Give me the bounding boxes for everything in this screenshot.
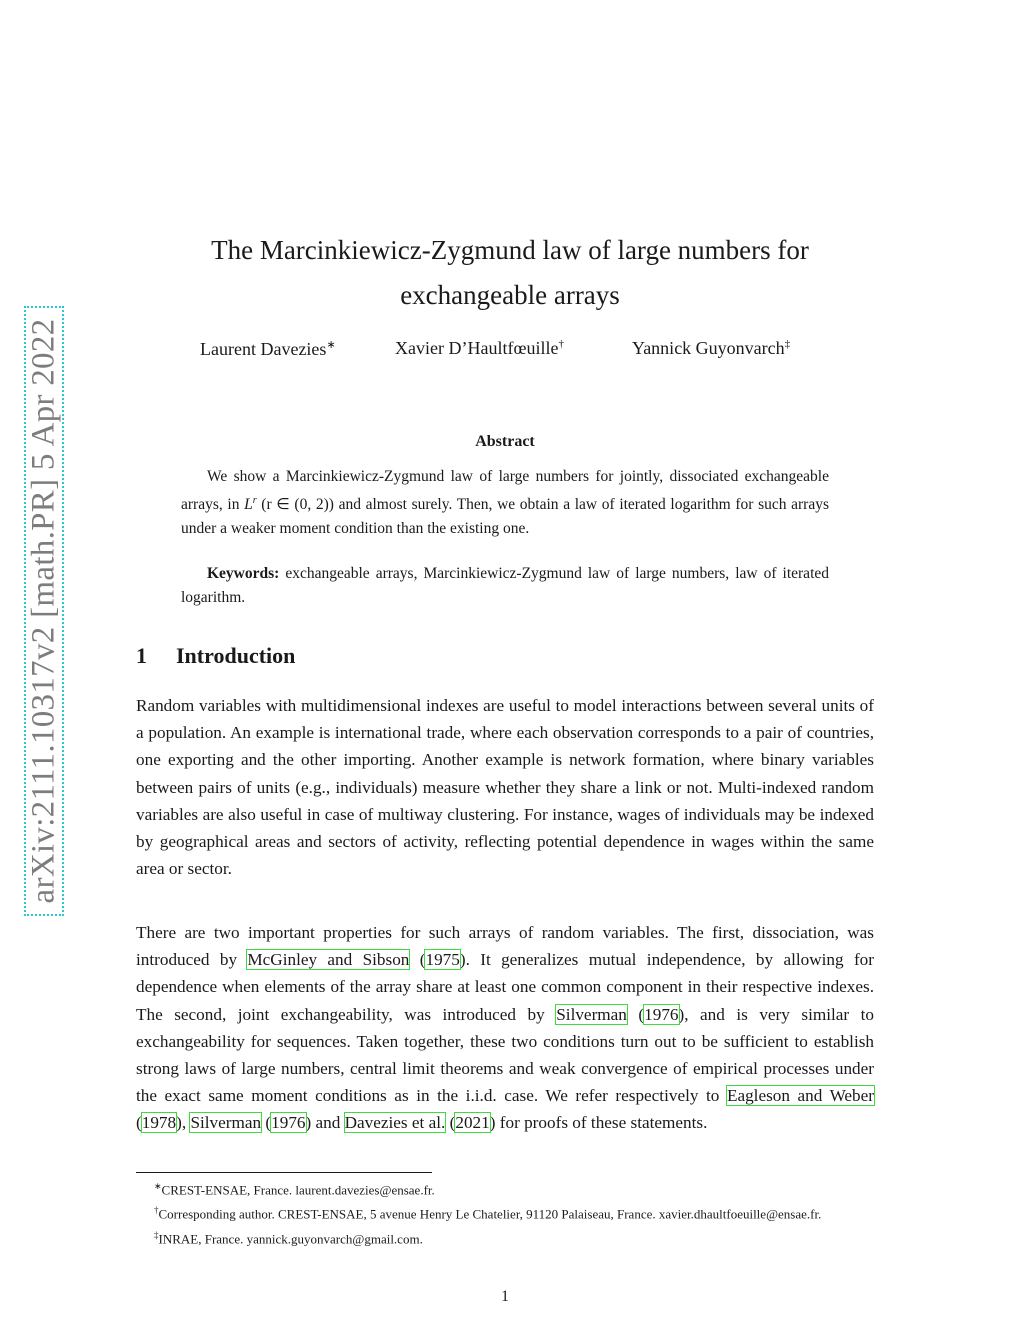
footnote-text: CREST-ENSAE, France. laurent.davezies@ensae.fr.	[161, 1182, 435, 1198]
footnote-1	[136, 1176, 874, 1200]
footnote-mark: ∗	[154, 1181, 162, 1191]
lr-base: L	[244, 496, 253, 514]
title-line-2: exchangeable arrays	[400, 280, 620, 310]
text-run: ). It generalizes mutual independence, by allowing for dependence when elements of the array share at least one common component in their respective indexes. The second, joint exchangeability, was introduced by	[136, 950, 874, 1024]
footnote-2	[136, 1200, 874, 1224]
text-run: ), and is very similar to exchangeability for sequences. Taken together, these two conditions turn out to be sufficient to establish strong laws of large numbers, central limit theorems and weak convergence of empirical processes under the exact same moment conditions as in the i.i.d. case. We refer respectively to	[136, 1004, 874, 1106]
footnote-rule	[136, 1172, 432, 1173]
lr-exponent: r	[252, 495, 257, 506]
citation-link[interactable]: Silverman	[556, 1004, 627, 1024]
citation-year-link[interactable]: 1978	[141, 1113, 177, 1133]
author-name: Laurent Davezies	[200, 339, 327, 359]
text-run: (	[261, 1113, 272, 1133]
section-title: Introduction	[176, 643, 296, 668]
text-run: ) and	[305, 1113, 345, 1133]
title-line-1: The Marcinkiewicz-Zygmund law of large numbers for	[211, 235, 809, 265]
author-1	[200, 338, 336, 360]
abstract-text	[181, 465, 829, 541]
paragraph-1: Random variables with multidimensional indexes are useful to model interactions between several units of a population. An example is international trade, where each observation corresponds to a pair of countries, one exporting and the other importing. Another example is network formation, where binary variables between pairs of units (e.g., individuals) measure whether they share a link or not. Multi-indexed random variables are also useful in case of multiway clustering. For instance, wages of individuals may be indexed by geographical areas and sectors of activity, reflecting potential dependence in wages within the same area or sector.	[136, 696, 874, 879]
text-run: (	[136, 1113, 142, 1133]
citation-link[interactable]: Silverman	[190, 1113, 262, 1133]
citation-year-link[interactable]: 1975	[425, 950, 460, 970]
lr-space	[244, 496, 257, 513]
author-3	[632, 338, 790, 359]
citation-year-link[interactable]: 1976	[644, 1004, 679, 1024]
abstract-part: (r ∈ (0, 2)) and almost surely. Then, we obtain a law of iterated logarithm for such arrays under a weaker moment condition than the existing one.	[181, 496, 829, 538]
text-run: (	[445, 1113, 456, 1133]
author-list	[0, 338, 1024, 368]
citation-link[interactable]: Eagleson and Weber	[726, 1086, 875, 1106]
citation-link[interactable]: Davezies et al.	[344, 1113, 446, 1133]
author-name: Yannick Guyonvarch	[632, 338, 785, 358]
abstract-part: We show a Marcinkiewicz-Zygmund law of large numbers for jointly, dissociated exchangeable arrays, in	[181, 468, 829, 514]
citation-year-link[interactable]: 1976	[271, 1113, 306, 1133]
citation-year-link[interactable]: 2021	[455, 1113, 490, 1133]
section-number: 1	[136, 643, 147, 668]
section-heading	[136, 643, 295, 669]
footnote-text: INRAE, France. yannick.guyonvarch@gmail.com.	[158, 1230, 423, 1246]
text-run: ) for proofs of these statements.	[489, 1113, 708, 1133]
footnote-mark: †	[154, 1205, 159, 1216]
text-run: (	[409, 950, 426, 970]
paper-title	[160, 228, 860, 318]
paragraph-2	[136, 919, 874, 1137]
footnote-text: Corresponding author. CREST-ENSAE, 5 avenue Henry Le Chatelier, 91120 Palaiseau, France. xavier.dhaultfoeuille@ensae.fr.	[158, 1206, 822, 1222]
author-2	[395, 338, 564, 359]
text-run: (	[626, 1004, 645, 1024]
arxiv-stamp	[24, 306, 64, 916]
author-mark: ‡	[784, 338, 791, 350]
text-run: ),	[176, 1113, 191, 1133]
abstract-heading: Abstract	[475, 433, 535, 450]
citation-link[interactable]: McGinley and Sibson	[247, 950, 410, 970]
author-mark: †	[558, 338, 564, 350]
arxiv-identifier: arXiv:2111.10317v2 [math.PR] 5 Apr 2022	[25, 318, 62, 904]
author-name: Xavier D’Haultfœuille	[395, 338, 559, 358]
text-run: There are two important properties for such arrays of random variables. The first, dissociation, was introduced by	[136, 923, 874, 970]
author-mark: ∗	[326, 339, 336, 351]
footnotes	[136, 1176, 874, 1249]
page-number: 1	[501, 1288, 509, 1305]
keywords	[181, 562, 829, 610]
footnote-3	[136, 1225, 874, 1249]
keywords-label: Keywords:	[207, 565, 280, 582]
keywords-text: exchangeable arrays, Marcinkiewicz-Zygmund law of large numbers, law of iterated logarithm.	[181, 565, 829, 606]
footnote-mark: ‡	[154, 1229, 159, 1240]
